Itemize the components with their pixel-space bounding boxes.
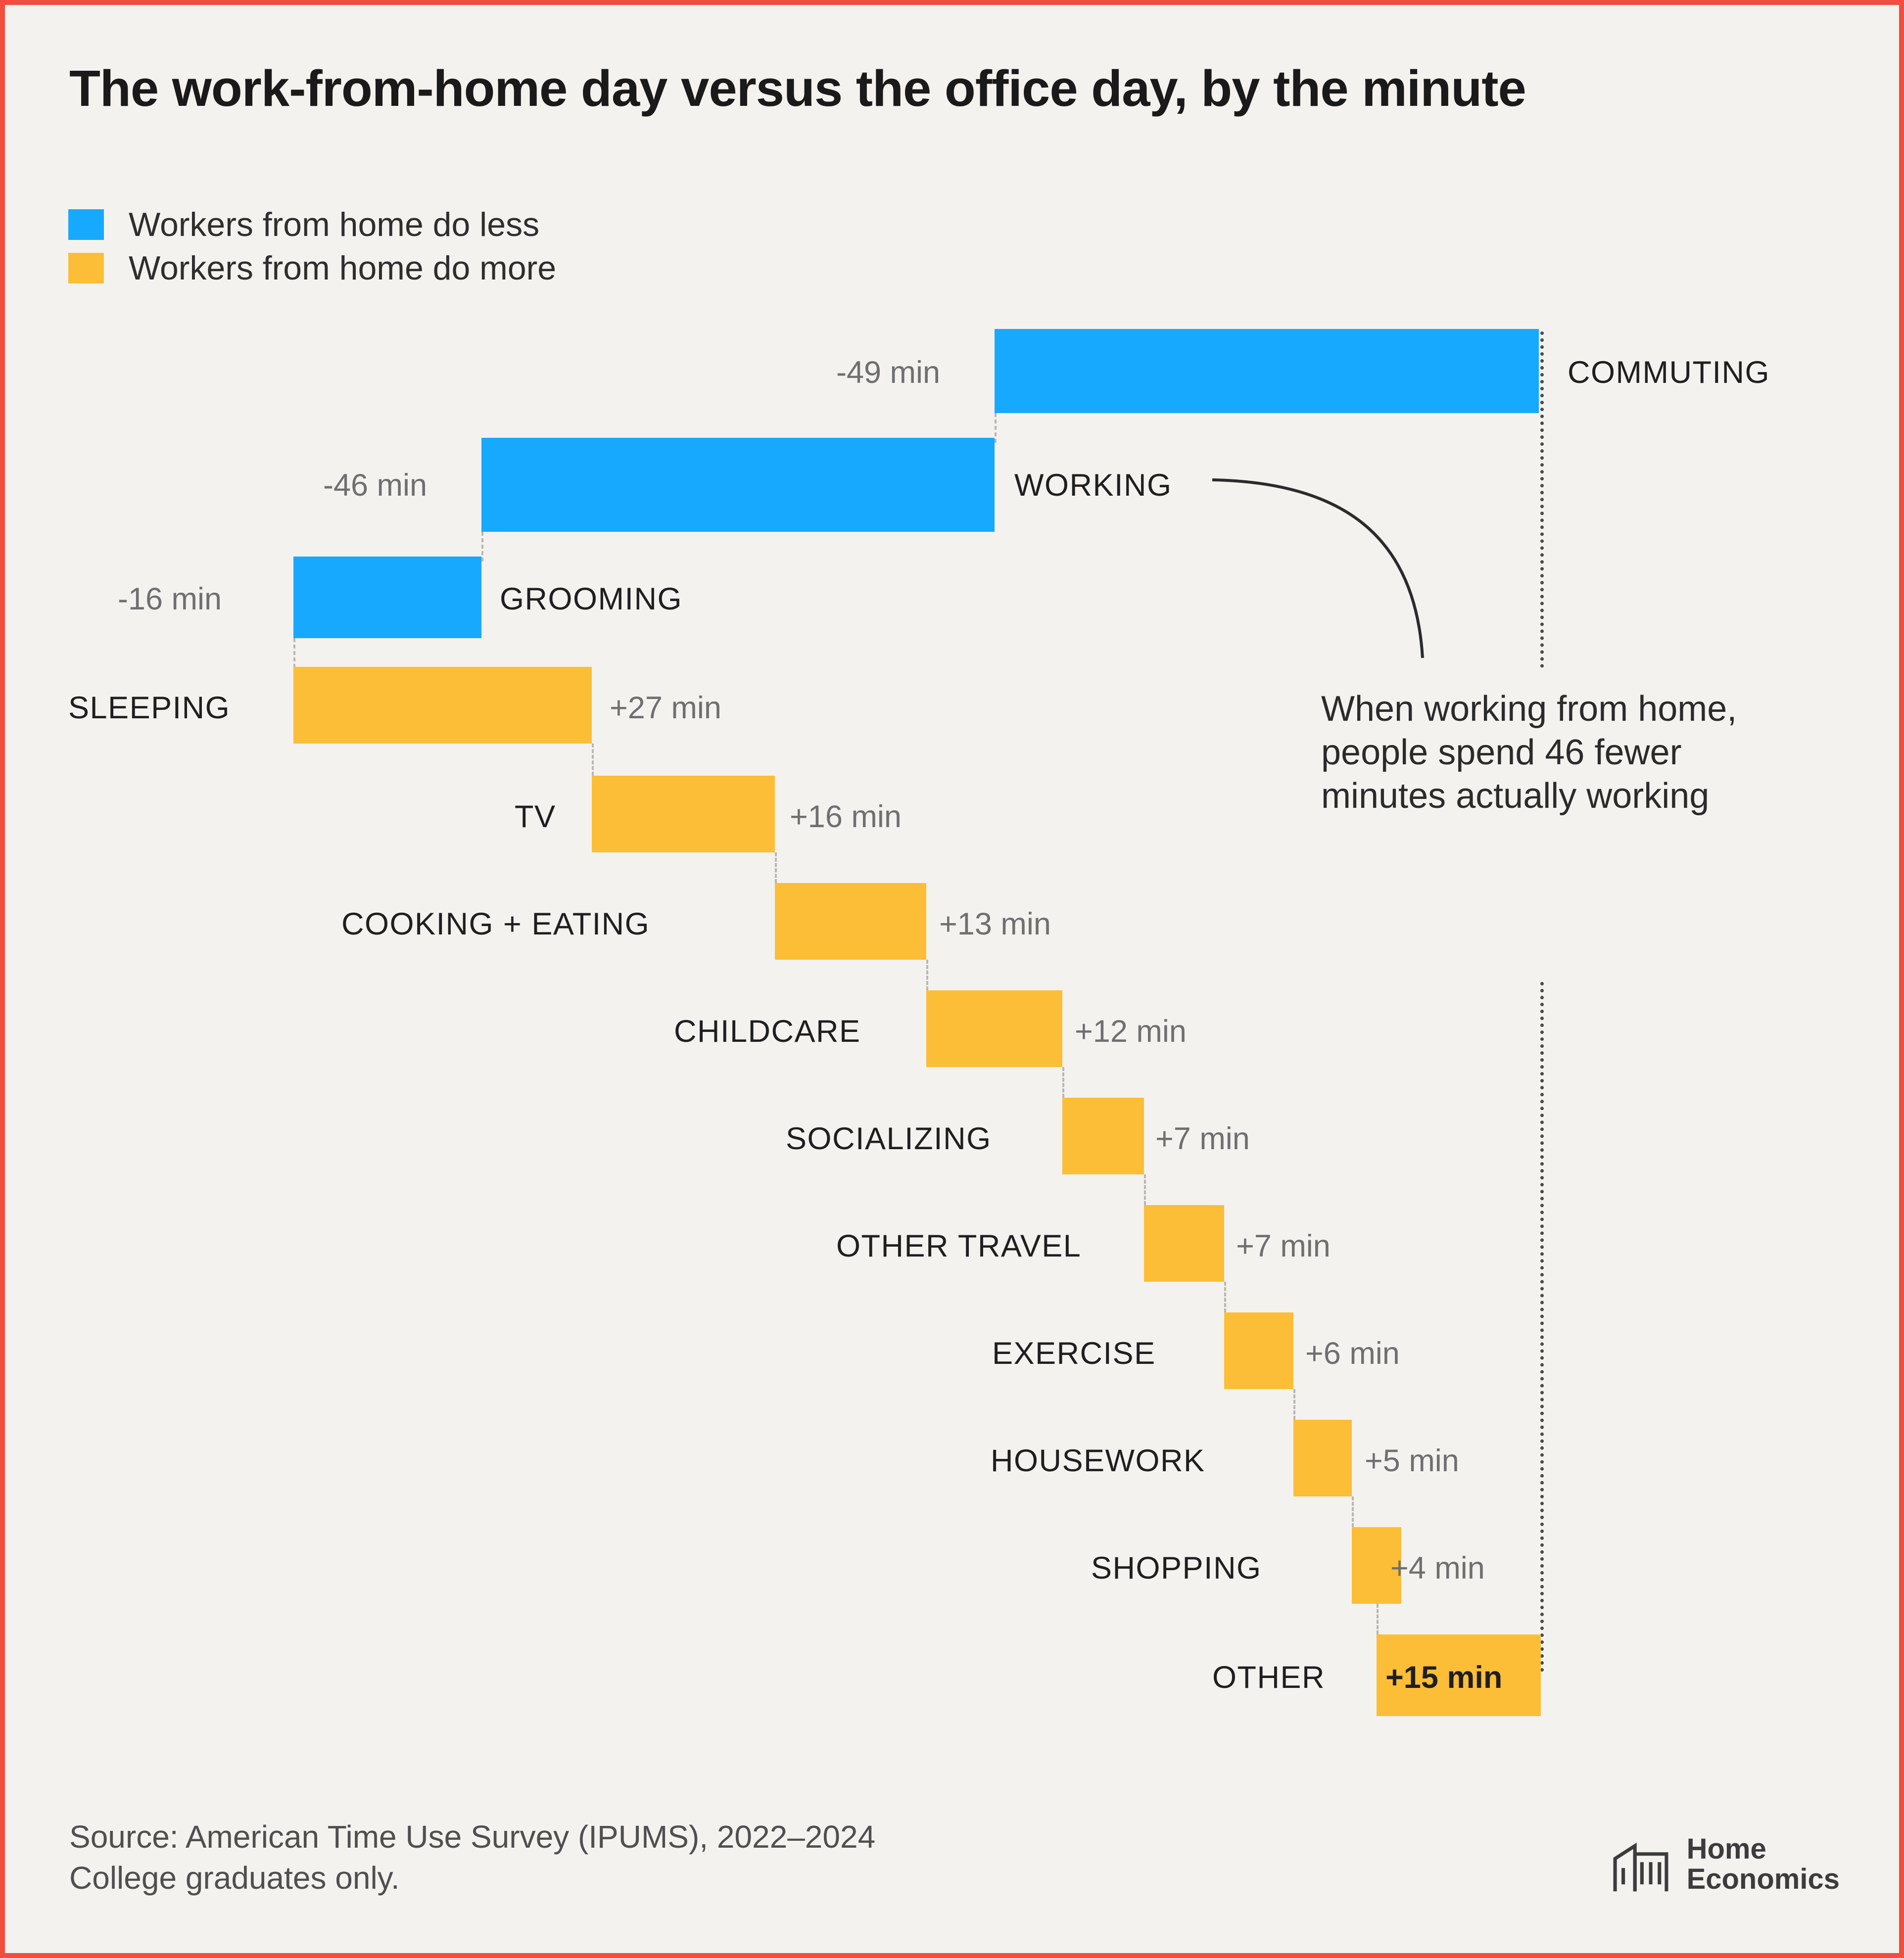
category-grooming: GROOMING: [500, 582, 682, 616]
bar-commuting[interactable]: [995, 329, 1539, 413]
value-housework: +5 min: [1365, 1444, 1459, 1478]
category-other-travel: OTHER TRAVEL: [836, 1229, 1082, 1263]
chart-canvas: [5, 5, 1904, 1958]
axis-dotted-upper: [1540, 331, 1544, 668]
value-commuting: -49 min: [836, 355, 941, 390]
annotation-leader-line: [5, 5, 1904, 1958]
value-exercise: +6 min: [1305, 1336, 1400, 1371]
page-title: The work-from-home day versus the office day, by the minute: [69, 60, 1526, 117]
building-icon: [1612, 1835, 1670, 1894]
bar-working[interactable]: [481, 438, 995, 532]
category-exercise: EXERCISE: [992, 1336, 1156, 1371]
bar-cooking-eating[interactable]: [775, 883, 926, 960]
bar-tv[interactable]: [592, 776, 775, 852]
waterfall-chart: [5, 5, 1904, 1958]
connector-tv: [775, 852, 777, 883]
connector-working: [481, 532, 483, 561]
brand-logo: [1612, 1834, 1840, 1895]
source-note: [69, 1817, 875, 1899]
value-grooming: -16 min: [118, 582, 222, 616]
bar-childcare[interactable]: [926, 990, 1062, 1067]
connector-exercise: [1293, 1389, 1295, 1420]
category-working: WORKING: [1014, 468, 1172, 503]
bar-other-travel[interactable]: [1144, 1205, 1224, 1282]
category-cooking-eating: COOKING + EATING: [341, 907, 650, 941]
value-tv: +16 min: [790, 799, 902, 834]
bar-socializing[interactable]: [1062, 1098, 1144, 1174]
legend-label-less: Workers from home do less: [129, 206, 540, 243]
bar-grooming[interactable]: [293, 557, 481, 638]
connector-childcare: [1062, 1067, 1064, 1098]
connector-socializing: [1144, 1174, 1146, 1205]
connector-cooking-eating: [926, 960, 928, 990]
value-shopping: +4 min: [1390, 1551, 1485, 1585]
connector-commuting: [995, 413, 997, 443]
value-working: -46 min: [323, 468, 428, 503]
brand-wordmark: [1687, 1834, 1840, 1895]
bar-exercise[interactable]: [1224, 1312, 1293, 1389]
brand-line-1: Home: [1686, 1833, 1766, 1865]
value-cooking-eating: +13 min: [939, 907, 1051, 941]
category-shopping: SHOPPING: [1091, 1551, 1262, 1585]
value-other-travel: +7 min: [1236, 1229, 1331, 1263]
source-line-1: Source: American Time Use Survey (IPUMS), 2022–2024: [69, 1818, 876, 1855]
value-sleeping: +27 min: [610, 691, 721, 725]
category-sleeping: SLEEPING: [68, 691, 231, 725]
category-other: OTHER: [1212, 1660, 1325, 1695]
category-housework: HOUSEWORK: [991, 1444, 1205, 1478]
category-tv: TV: [515, 799, 556, 834]
connector-grooming: [293, 638, 295, 668]
connector-shopping: [1377, 1604, 1379, 1634]
annotation-text: When working from home, people spend 46 fewer minutes actually working: [1321, 689, 1737, 816]
bar-housework[interactable]: [1293, 1420, 1352, 1496]
category-socializing: SOCIALIZING: [786, 1121, 992, 1156]
source-line-2: College graduates only.: [69, 1860, 400, 1896]
legend-label-more: Workers from home do more: [129, 249, 557, 287]
value-socializing: +7 min: [1155, 1121, 1250, 1156]
category-commuting: COMMUTING: [1568, 355, 1770, 390]
value-other: +15 min: [1385, 1660, 1503, 1695]
connector-housework: [1352, 1496, 1354, 1527]
brand-line-2: Economics: [1686, 1863, 1840, 1896]
value-childcare: +12 min: [1075, 1014, 1187, 1049]
axis-dotted-lower: [1540, 982, 1544, 1672]
category-childcare: CHILDCARE: [674, 1014, 861, 1049]
connector-other-travel: [1224, 1282, 1226, 1312]
bar-sleeping[interactable]: [293, 667, 592, 744]
connector-sleeping: [592, 744, 594, 776]
